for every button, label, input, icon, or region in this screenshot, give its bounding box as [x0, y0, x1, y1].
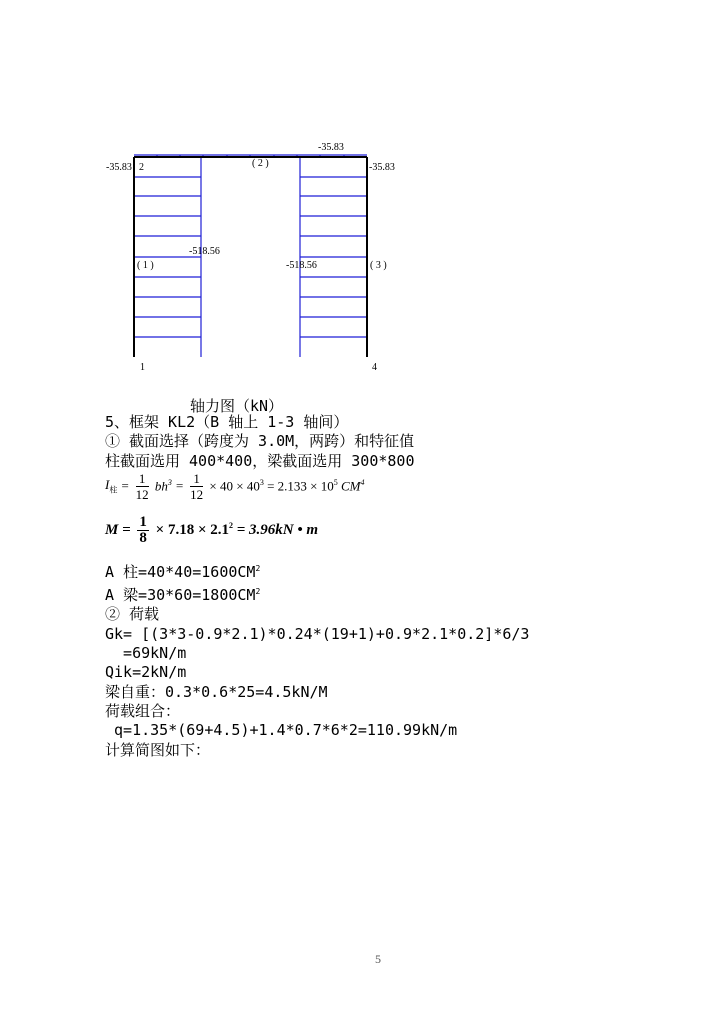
f1-lhs: I [105, 477, 110, 493]
area-column [105, 559, 705, 582]
left-column-label: ( 1 ) [137, 260, 154, 271]
f1-fraction-2 [190, 471, 203, 502]
node-label-bottom-right: 4 [372, 362, 377, 373]
f1-term2-sup: 3 [259, 478, 264, 488]
f1-unit: CM [341, 478, 361, 494]
hatch-lines [134, 155, 367, 357]
f1-frac2-den: 12 [190, 486, 204, 502]
f1-frac1-num: 1 [136, 471, 149, 487]
f2-rhs-sup: 2 [229, 521, 233, 531]
f2-lhs: M = [105, 521, 131, 538]
calc-diagram-line: 计算简图如下： [105, 740, 211, 759]
load-combo-title: 荷载组合： [105, 701, 181, 720]
f1-term2: × 40 × 40 [209, 478, 260, 494]
right-column-label: ( 3 ) [370, 260, 387, 271]
area-beam [105, 582, 705, 605]
moment-of-inertia-formula [105, 471, 705, 515]
f1-term1: bh [154, 478, 168, 494]
f1-eq2: = [175, 478, 184, 494]
area-column-text: A 柱=40*40=1600CM [105, 562, 256, 581]
left-top-value: -35.83 [106, 162, 132, 173]
right-top-value: -35.83 [369, 162, 395, 173]
section-title: 5、框架 KL2（B 轴上 1-3 轴间） [105, 413, 349, 431]
f1-lhs-sub: 柱 [109, 485, 118, 495]
right-mid-value: -518.56 [286, 260, 317, 271]
area-beam-text: A 梁=30*60=1800CM [105, 586, 256, 605]
page-number: 5 [375, 952, 381, 966]
qik-line: Qik=2kN/m [105, 663, 187, 682]
section-select-text: 柱截面选用 400*400，梁截面选用 300*800 [105, 451, 415, 470]
f1-result-sup: 5 [333, 478, 338, 488]
self-weight-line: 梁自重：0.3*0.6*25=4.5kN/M [105, 682, 328, 701]
f2-rhs: × 7.18 × 2.1 [155, 522, 229, 539]
f1-eq1: = [120, 478, 130, 494]
gk-line-1: Gk= [(3*3-0.9*2.1)*0.24*(19+1)+0.9*2.1*0.2]*6/3 [105, 624, 530, 643]
top-value: -35.83 [318, 142, 344, 153]
load-combo-line: q=1.35*(69+4.5)+1.4*0.7*6*2=110.99kN/m [105, 721, 458, 740]
diagram-caption: 轴力图（kN） [190, 397, 284, 415]
area-beam-sup: 2 [255, 587, 261, 597]
document-body [105, 413, 705, 760]
f1-frac1-den: 12 [135, 486, 149, 502]
subsection-section-selection: ① 截面选择（跨度为 3.0M，两跨）和特征值 [105, 432, 415, 451]
node-label-top-left: 2 [139, 162, 144, 173]
f1-unit-sup: 4 [360, 478, 365, 488]
beam-label: ( 2 ) [252, 158, 269, 169]
gk-line-2: =69kN/m [105, 644, 187, 663]
f1-result: = 2.133 × 10 [267, 478, 334, 494]
f2-frac-den: 8 [139, 529, 147, 546]
f1-frac2-num: 1 [190, 471, 203, 487]
area-column-sup: 2 [255, 563, 261, 573]
f1-term1-sup: 3 [167, 478, 172, 488]
f2-fraction [137, 515, 149, 546]
f2-frac-num: 1 [139, 513, 147, 530]
f2-result: = 3.96kN • m [236, 521, 319, 538]
left-mid-value: -518.56 [189, 246, 220, 257]
f1-fraction-1 [136, 471, 149, 502]
moment-formula [105, 515, 705, 559]
node-label-bottom-left: 1 [140, 362, 145, 373]
axial-force-diagram [0, 0, 724, 400]
subsection-load: ② 荷载 [105, 605, 160, 624]
